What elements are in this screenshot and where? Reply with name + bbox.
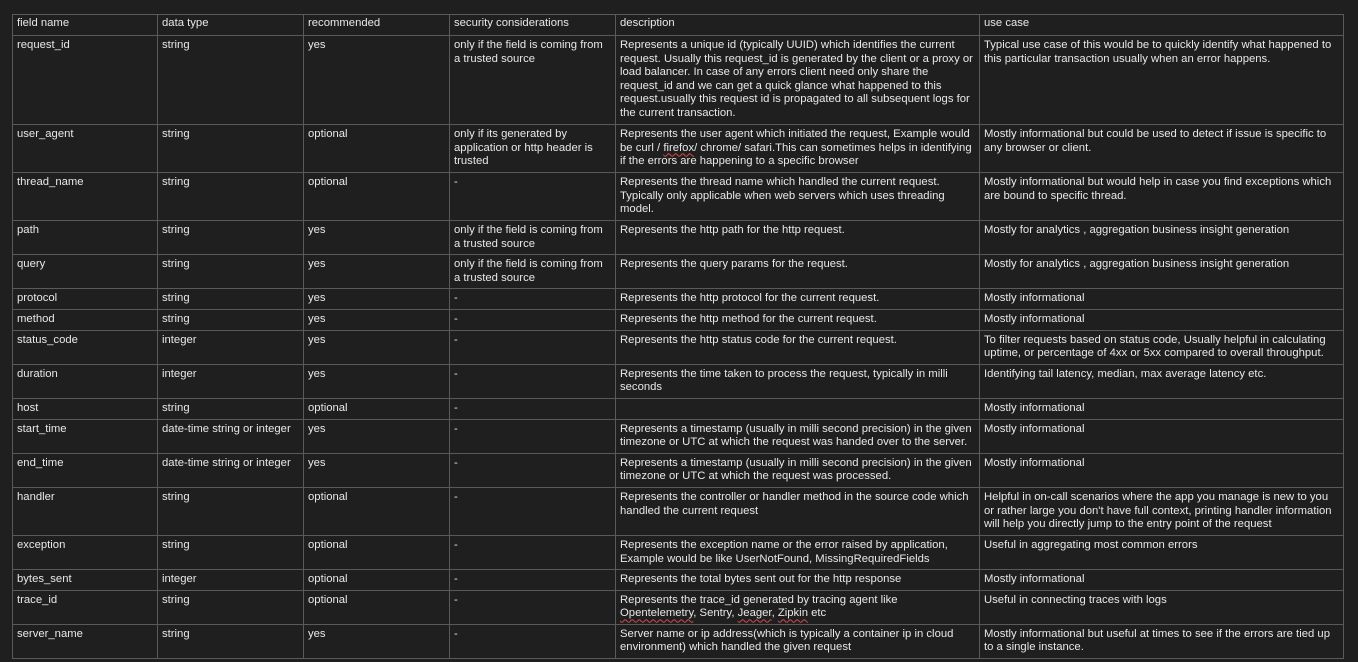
description-cell: Represents the thread name which handled the current request. Typically only applicable when web servers which uses threading model.	[616, 173, 980, 221]
field-name-cell: duration	[13, 364, 158, 398]
recommended-cell: optional	[304, 590, 450, 624]
use-case-cell: Mostly for analytics , aggregation business insight generation	[980, 221, 1344, 255]
table-header-row	[13, 15, 1344, 36]
spellcheck-underline: Zipkin	[777, 607, 808, 620]
use-case-cell: Helpful in on-call scenarios where the app you manage is new to you or rather large you don't have full context, printing handler information will help you directly jump to the entry point of the request	[980, 487, 1344, 535]
table-row	[13, 36, 1344, 125]
table-row	[13, 173, 1344, 221]
table-row	[13, 330, 1344, 364]
field-name-cell: host	[13, 398, 158, 419]
security-cell: -	[450, 419, 616, 453]
table-row	[13, 624, 1344, 658]
data-type-cell: string	[158, 173, 304, 221]
field-name-cell: handler	[13, 487, 158, 535]
security-cell: only if the field is coming from a trusted source	[450, 255, 616, 289]
use-case-cell: Mostly informational	[980, 309, 1344, 330]
security-cell: -	[450, 570, 616, 591]
description-cell: Represents a timestamp (usually in milli second precision) in the given timezone or UTC at which the request was handed over to the server.	[616, 419, 980, 453]
recommended-cell: optional	[304, 487, 450, 535]
field-name-cell: server_name	[13, 624, 158, 658]
header-recommended: recommended	[304, 15, 450, 36]
security-cell: -	[450, 173, 616, 221]
header-security-considerations: security considerations	[450, 15, 616, 36]
table-row	[13, 398, 1344, 419]
field-name-cell: user_agent	[13, 125, 158, 173]
table-row	[13, 535, 1344, 569]
use-case-cell: Mostly for analytics , aggregation business insight generation	[980, 255, 1344, 289]
recommended-cell: optional	[304, 570, 450, 591]
use-case-cell: Mostly informational but useful at times to see if the errors are tied up to a single instance.	[980, 624, 1344, 658]
data-type-cell: string	[158, 309, 304, 330]
fields-table	[12, 14, 1344, 659]
data-type-cell: integer	[158, 330, 304, 364]
use-case-cell: Typical use case of this would be to quickly identify what happened to this particular transaction usually when an error happens.	[980, 36, 1344, 125]
data-type-cell: date-time string or integer	[158, 419, 304, 453]
field-name-cell: trace_id	[13, 590, 158, 624]
use-case-cell: Mostly informational	[980, 289, 1344, 310]
data-type-cell: string	[158, 289, 304, 310]
security-cell: -	[450, 309, 616, 330]
field-name-cell: status_code	[13, 330, 158, 364]
use-case-cell: Mostly informational	[980, 398, 1344, 419]
data-type-cell: date-time string or integer	[158, 453, 304, 487]
table-row	[13, 309, 1344, 330]
recommended-cell: yes	[304, 453, 450, 487]
header-data-type: data type	[158, 15, 304, 36]
recommended-cell: yes	[304, 624, 450, 658]
recommended-cell: yes	[304, 419, 450, 453]
description-cell: Server name or ip address(which is typically a container ip in cloud environment) which handled the given request	[616, 624, 980, 658]
description-cell: Represents the user agent which initiated the request, Example would be curl / firefox/ chrome/ safari.This can sometimes helps in identifying if the errors are happening to a specific browser	[616, 125, 980, 173]
description-cell: Represents a unique id (typically UUID) which identifies the current request. Usually this request_id is generated by the client or a proxy or load balancer. In case of any errors client need only share the request_id and we can get a quick glance what happened to this request.usually this request id is propagated to all subsequent logs for the current transaction.	[616, 36, 980, 125]
data-type-cell: string	[158, 624, 304, 658]
table-row	[13, 570, 1344, 591]
table-row	[13, 221, 1344, 255]
recommended-cell: yes	[304, 309, 450, 330]
use-case-cell: Mostly informational but could be used to detect if issue is specific to any browser or client.	[980, 125, 1344, 173]
use-case-cell: Identifying tail latency, median, max average latency etc.	[980, 364, 1344, 398]
data-type-cell: string	[158, 590, 304, 624]
field-name-cell: path	[13, 221, 158, 255]
field-name-cell: method	[13, 309, 158, 330]
use-case-cell: Mostly informational but would help in case you find exceptions which are bound to specific thread.	[980, 173, 1344, 221]
field-name-cell: start_time	[13, 419, 158, 453]
recommended-cell: yes	[304, 255, 450, 289]
description-cell	[616, 398, 980, 419]
recommended-cell: yes	[304, 221, 450, 255]
spellcheck-underline: firefox	[663, 141, 695, 154]
security-cell: -	[450, 487, 616, 535]
field-name-cell: protocol	[13, 289, 158, 310]
description-cell: Represents the http path for the http request.	[616, 221, 980, 255]
data-type-cell: string	[158, 487, 304, 535]
recommended-cell: yes	[304, 330, 450, 364]
description-cell: Represents the query params for the request.	[616, 255, 980, 289]
use-case-cell: Mostly informational	[980, 570, 1344, 591]
data-type-cell: string	[158, 535, 304, 569]
security-cell: -	[450, 453, 616, 487]
security-cell: -	[450, 398, 616, 419]
table-row	[13, 487, 1344, 535]
data-type-cell: integer	[158, 364, 304, 398]
field-name-cell: bytes_sent	[13, 570, 158, 591]
security-cell: -	[450, 535, 616, 569]
use-case-cell: Mostly informational	[980, 419, 1344, 453]
security-cell: -	[450, 330, 616, 364]
description-cell: Represents the exception name or the error raised by application, Example would be like UserNotFound, MissingRequiredFields	[616, 535, 980, 569]
table-row	[13, 364, 1344, 398]
header-description: description	[616, 15, 980, 36]
recommended-cell: optional	[304, 535, 450, 569]
header-use-case: use case	[980, 15, 1344, 36]
security-cell: -	[450, 364, 616, 398]
table-row	[13, 419, 1344, 453]
recommended-cell: yes	[304, 36, 450, 125]
table-row	[13, 590, 1344, 624]
table-row	[13, 125, 1344, 173]
field-name-cell: query	[13, 255, 158, 289]
field-name-cell: thread_name	[13, 173, 158, 221]
use-case-cell: Mostly informational	[980, 453, 1344, 487]
security-cell: -	[450, 590, 616, 624]
security-cell: only if the field is coming from a trusted source	[450, 36, 616, 125]
recommended-cell: yes	[304, 364, 450, 398]
security-cell: -	[450, 289, 616, 310]
field-name-cell: exception	[13, 535, 158, 569]
description-cell: Represents the http method for the current request.	[616, 309, 980, 330]
spellcheck-underline: Opentelemetry	[620, 607, 694, 620]
use-case-cell: Useful in connecting traces with logs	[980, 590, 1344, 624]
data-type-cell: integer	[158, 570, 304, 591]
recommended-cell: optional	[304, 398, 450, 419]
use-case-cell: To filter requests based on status code, Usually helpful in calculating uptime, or percentage of 4xx or 5xx compared to overall throughput.	[980, 330, 1344, 364]
spellcheck-underline: Jeager	[737, 607, 772, 620]
description-cell: Represents the http status code for the current request.	[616, 330, 980, 364]
description-cell: Represents the controller or handler method in the source code which handled the current request	[616, 487, 980, 535]
description-cell: Represents the time taken to process the request, typically in milli seconds	[616, 364, 980, 398]
description-cell: Represents the http protocol for the current request.	[616, 289, 980, 310]
description-cell: Represents a timestamp (usually in milli second precision) in the given timezone or UTC at which the request was processed.	[616, 453, 980, 487]
recommended-cell: yes	[304, 289, 450, 310]
table-row	[13, 453, 1344, 487]
description-cell: Represents the trace_id generated by tracing agent like Opentelemetry, Sentry, Jeager, Zipkin etc	[616, 590, 980, 624]
table-row	[13, 289, 1344, 310]
description-cell: Represents the total bytes sent out for the http response	[616, 570, 980, 591]
recommended-cell: optional	[304, 125, 450, 173]
data-type-cell: string	[158, 255, 304, 289]
field-name-cell: request_id	[13, 36, 158, 125]
security-cell: only if its generated by application or http header is trusted	[450, 125, 616, 173]
use-case-cell: Useful in aggregating most common errors	[980, 535, 1344, 569]
recommended-cell: optional	[304, 173, 450, 221]
security-cell: -	[450, 624, 616, 658]
table-body	[13, 36, 1344, 659]
security-cell: only if the field is coming from a trusted source	[450, 221, 616, 255]
data-type-cell: string	[158, 221, 304, 255]
data-type-cell: string	[158, 398, 304, 419]
data-type-cell: string	[158, 125, 304, 173]
header-field-name: field name	[13, 15, 158, 36]
table-row	[13, 255, 1344, 289]
data-type-cell: string	[158, 36, 304, 125]
field-name-cell: end_time	[13, 453, 158, 487]
